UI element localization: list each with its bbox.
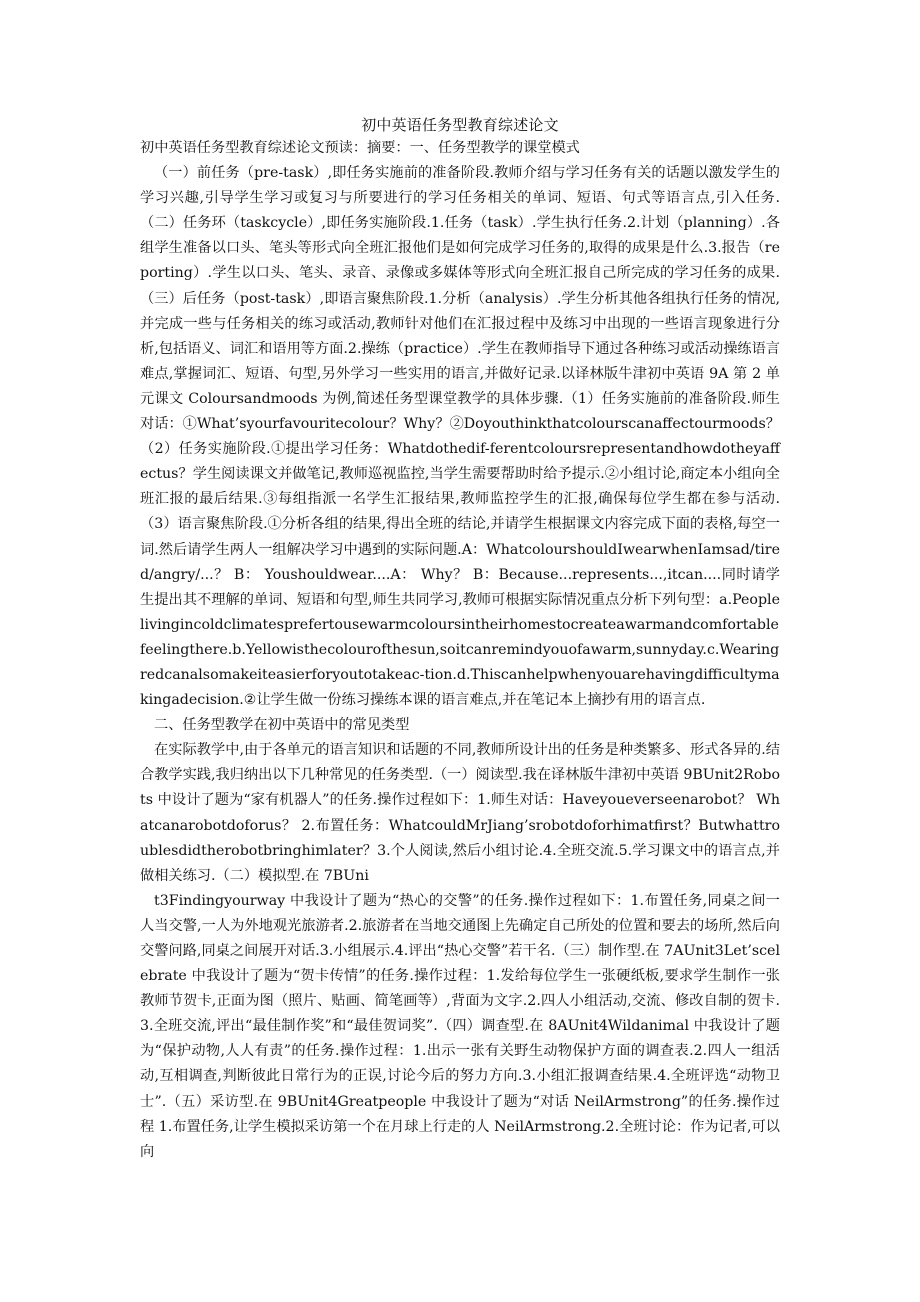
document-body xyxy=(140,136,780,1165)
section-heading-2: 二、任务型教学在初中英语中的常见类型 xyxy=(154,717,410,734)
paragraph-abstract: 初中英语任务型教育综述论文预读：摘要：一、任务型教学的课堂模式 xyxy=(140,140,580,156)
paragraph-task-types: 在实际教学中,由于各单元的语言知识和话题的不同,教师所设计出的任务是种类繁多、形式各异的.结合教学实践,我归纳出以下几种常见的任务类型.（一）阅读型.我在译林版牛津初中英语 9BUnit2Robots 中设计了题为“家有机器人”的任务.操作过程如下：1.师生对话：Haveyoueverseenarobot？ Whatcanarobotdoforus？ 2.布置任务：WhatcouldMrJiang’srobotdoforhimatfirst？Butwhattroublesdidtherobotbringhimlater？3.个人阅读,然后小组讨论.4.全班交流.5.学习课文中的语言点,并做相关练习.（二）模拟型.在 7BUni xyxy=(140,742,780,884)
paragraph-task-types-continued: t3Findingyourway 中我设计了题为“热心的交警”的任务.操作过程如下：1.布置任务,同桌之间一人当交警,一人为外地观光旅游者.2.旅游者在当地交通图上先确定自己所处的位置和要去的场所,然后向交警问路,同桌之间展开对话.3.小组展示.4.评出“热心交警”若干名.（三）制作型.在 7AUnit3Let’scelebrate 中我设计了题为“贺卡传情”的任务.操作过程：1.发给每位学生一张硬纸板,要求学生制作一张教师节贺卡,正面为图（照片、贴画、简笔画等）,背面为文字.2.四人小组活动,交流、修改自制的贺卡.3.全班交流,评出“最佳制作奖”和“最佳贺词奖”.（四）调查型.在 8AUnit4Wildanimal 中我设计了题为“保护动物,人人有责”的任务.操作过程：1.出示一张有关野生动物保护方面的调查表.2.四人一组活动,互相调查,判断彼此日常行为的正误,讨论今后的努力方向.3.小组汇报调查结果.4.全班评选“动物卫士”.（五）采访型.在 9BUnit4Greatpeople 中我设计了题为“对话 NeilArmstrong”的任务.操作过程 1.布置任务,让学生模拟采访第一个在月球上行走的人 NeilArmstrong.2.全班讨论：作为记者,可以向 xyxy=(140,892,780,1160)
paragraph-task-model: （一）前任务（pre-task）,即任务实施前的准备阶段.教师介绍与学习任务有关的话题以激发学生的学习兴趣,引导学生学习或复习与所要进行的学习任务相关的单词、短语、句式等语言点,引入任务.（二）任务环（taskcycle）,即任务实施阶段.1.任务（task）.学生执行任务.2.计划（planning）.各组学生准备以口头、笔头等形式向全班汇报他们是如何完成学习任务的,取得的成果是什么.3.报告（reporting）.学生以口头、笔头、录音、录像或多媒体等形式向全班汇报自己所完成的学习任务的成果.（三）后任务（post-task）,即语言聚焦阶段.1.分析（analysis）.学生分析其他各组执行任务的情况,并完成一些与任务相关的练习或活动,教师针对他们在汇报过程中及练习中出现的一些语言现象进行分析,包括语义、词汇和语用等方面.2.操练（practice）.学生在教师指导下通过各种练习或活动操练语言难点,掌握词汇、短语、句型,另外学习一些实用的语言,并做好记录.以译林版牛津初中英语 9A 第 2 单元课文 Coloursandmoods 为例,简述任务型课堂教学的具体步骤.（1）任务实施前的准备阶段.师生对话：①What’syourfavouritecolour？Why？②Doyouthinkthatcolourscanaffectourmoods？（2）任务实施阶段.①提出学习任务：Whatdothedif-ferentcoloursrepresentandhowdotheyaffectus？学生阅读课文并做笔记,教师巡视监控,当学生需要帮助时给予提示.②小组讨论,商定本小组向全班汇报的最后结果.③每组指派一名学生汇报结果,教师监控学生的汇报,确保每位学生都在参与活动.（3）语言聚焦阶段.①分析各组的结果,得出全班的结论,并请学生根据课文内容完成下面的表格,每空一词.然后请学生两人一组解决学习中遇到的实际问题.A：WhatcolourshouldIwearwhenIamsad/tired/angry/...？ B： Youshouldwear....A： Why？ B：Because...represents...,itcan....同时请学生提出其不理解的单词、短语和句型,师生共同学习,教师可根据实际情况重点分析下列句型：a.Peoplelivingincoldclimatesprefertousewarmcoloursintheirhomestocreateawarmandcomfortablefeelingthere.b.Yellowisthecolourofthesun,soitcanremindyouofawarm,sunnyday.c.Wearingredcanalsomakeiteasierforyoutotakeac-tion.d.Thiscanhelpwhenyouarehavingdifficultymakingadecision.②让学生做一份练习操练本课的语言难点,并在笔记本上摘抄有用的语言点. xyxy=(140,165,780,709)
document-title: 初中英语任务型教育综述论文 xyxy=(361,116,559,134)
